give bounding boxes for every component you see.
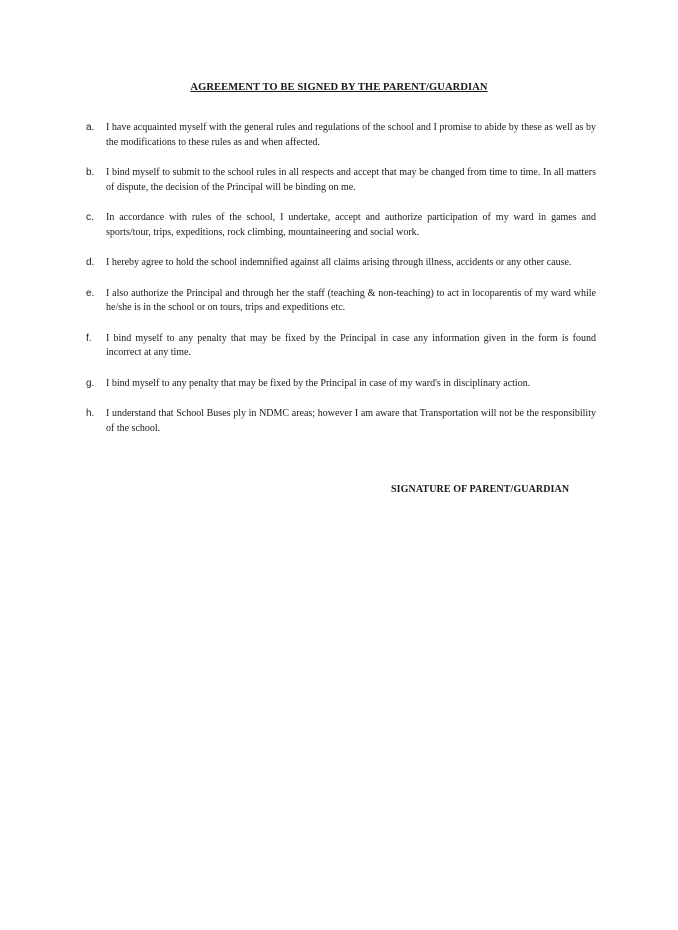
clause-marker: b.	[86, 167, 95, 178]
clause-marker: e.	[86, 287, 95, 299]
clause-text: I bind myself to any penalty that may be fixed by the Principal in case any information given in the form is found incorrect at any time.	[106, 332, 596, 358]
clause-text: I bind myself to submit to the school rules in all respects and accept that may be changed from time to time. In all matters of dispute, the decision of the Principal will be binding on me.	[106, 167, 596, 193]
clause-e	[86, 287, 596, 316]
clause-h	[86, 407, 596, 436]
clause-marker: a.	[86, 122, 95, 133]
clause-marker: h.	[86, 408, 95, 419]
clause-g	[86, 377, 596, 392]
clause-text: I have acquainted myself with the general rules and regulations of the school and I promise to abide by these as well as by the modifications to these rules as and when affected.	[106, 122, 596, 148]
clause-marker: d.	[86, 257, 95, 268]
clause-text: I also authorize the Principal and through her the staff (teaching & non-teaching) to act in locoparentis of my ward while he/she is in the school or on tours, trips and expeditions etc.	[106, 287, 596, 313]
clause-f	[86, 332, 596, 361]
clause-text: I bind myself to any penalty that may be fixed by the Principal in case of my ward's in disciplinary action.	[106, 377, 531, 389]
clause-b	[86, 166, 596, 195]
document-title: AGREEMENT TO BE SIGNED BY THE PARENT/GUARDIAN	[190, 82, 488, 93]
clause-marker: g.	[86, 377, 95, 389]
clause-marker: f.	[86, 332, 92, 344]
clause-list	[86, 121, 596, 452]
clause-a	[86, 121, 596, 150]
clause-text: I understand that School Buses ply in NDMC areas; however I am aware that Transportation will not be the responsibility of the school.	[106, 408, 596, 434]
clause-c	[86, 211, 596, 240]
signature-label: SIGNATURE OF PARENT/GUARDIAN	[391, 484, 570, 495]
clause-text: In accordance with rules of the school, I undertake, accept and authorize participation of my ward in games and sports/tour, trips, expeditions, rock climbing, mountaineering and social work.	[106, 212, 596, 238]
clause-text: I hereby agree to hold the school indemnified against all claims arising through illness, accidents or any other cause.	[106, 257, 572, 268]
clause-marker: c.	[86, 212, 94, 223]
clause-d	[86, 256, 596, 271]
